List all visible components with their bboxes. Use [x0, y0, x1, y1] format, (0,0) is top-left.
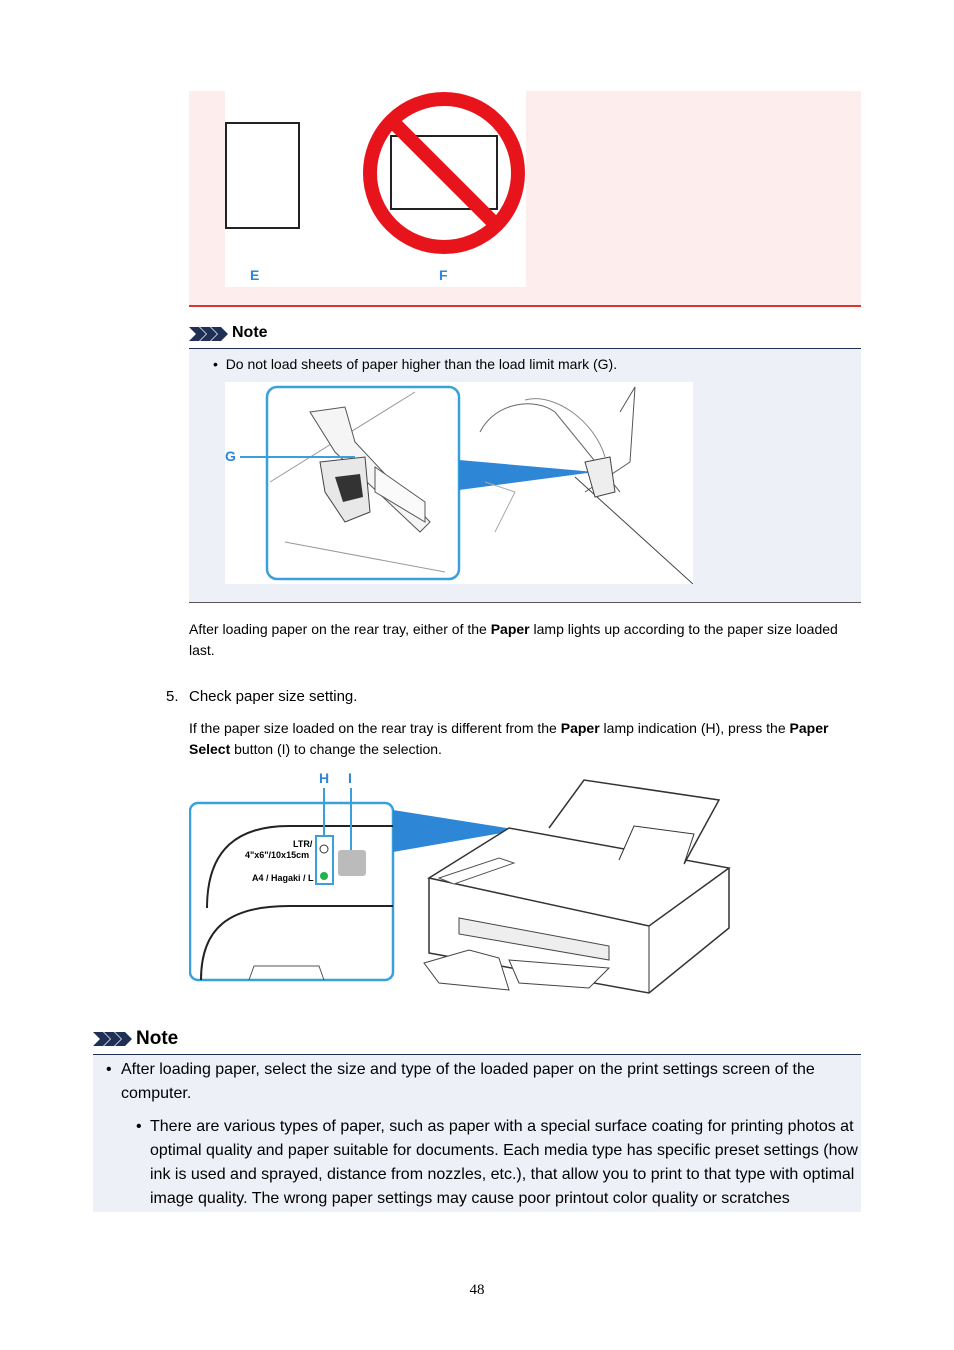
figure-label-e: E: [250, 267, 260, 283]
printer-panel-drawing: [189, 768, 734, 1000]
note1-bullet-text: Do not load sheets of paper higher than the load limit mark (G).: [225, 356, 618, 372]
step5-text-3: button (I) to change the selection.: [230, 741, 442, 757]
figure-label-f: F: [439, 267, 448, 283]
step5-bold-paper: Paper: [560, 720, 600, 736]
note2-bullet-1-marker: •: [106, 1061, 112, 1078]
load-limit-figure: [225, 382, 693, 584]
step5-number: 5.: [166, 688, 179, 705]
step5-text-2: lamp indication (H), press the: [599, 720, 790, 736]
note2-bullet-1: After loading paper, select the size and type of the loaded paper on the print settings screen of the computer.: [121, 1061, 815, 1102]
after-loading-text-2: lamp lights up according to the paper size loaded last.: [189, 621, 838, 658]
load-limit-drawing: [225, 382, 693, 584]
after-loading-paragraph: [189, 619, 861, 661]
printer-panel-figure: [189, 768, 734, 1000]
note-chevron-icon: [93, 1032, 133, 1046]
step5-title: Check paper size setting.: [189, 688, 358, 705]
note1-heading: Note: [232, 324, 268, 341]
step5-paragraph: [189, 718, 861, 760]
paper-orientation-drawing: [225, 91, 526, 287]
lamp-label-ltr: LTR/: [293, 839, 313, 849]
figure-label-h: H: [319, 770, 330, 786]
note1-bullet: • Do not load sheets of paper higher than the load limit mark (G).: [213, 356, 618, 372]
note2-bullet-2: There are various types of paper, such as paper with a special surface coating for printing photos at optimal quality and paper suitable for documents. Each media type has specific preset settings (how ink is used and sprayed, distance from nozzles, etc.), that allow you to print to that type with optimal image quality. The wrong paper settings may cause poor printout color quality or scratches: [150, 1118, 858, 1207]
step5-text-1: If the paper size loaded on the rear tray is different from the: [189, 720, 561, 736]
figure-label-i: I: [348, 770, 352, 786]
note-chevron-icon: [189, 327, 229, 341]
note2-heading: Note: [136, 1028, 179, 1049]
after-loading-bold-paper: Paper: [490, 621, 530, 637]
figure-label-g: G: [225, 448, 236, 464]
lamp-label-a4: A4 / Hagaki / L: [252, 873, 314, 883]
after-loading-text-1: After loading paper on the rear tray, either of the: [189, 621, 491, 637]
portrait-sheet-icon: [226, 123, 299, 228]
page-number: 48: [469, 1282, 485, 1298]
step5-bold-paper-select: Paper Select: [189, 720, 829, 757]
paper-orientation-figure: [225, 91, 526, 287]
note2-bullet-2-marker: •: [136, 1118, 142, 1135]
lamp-label-4x6: 4"x6"/10x15cm: [245, 850, 310, 860]
